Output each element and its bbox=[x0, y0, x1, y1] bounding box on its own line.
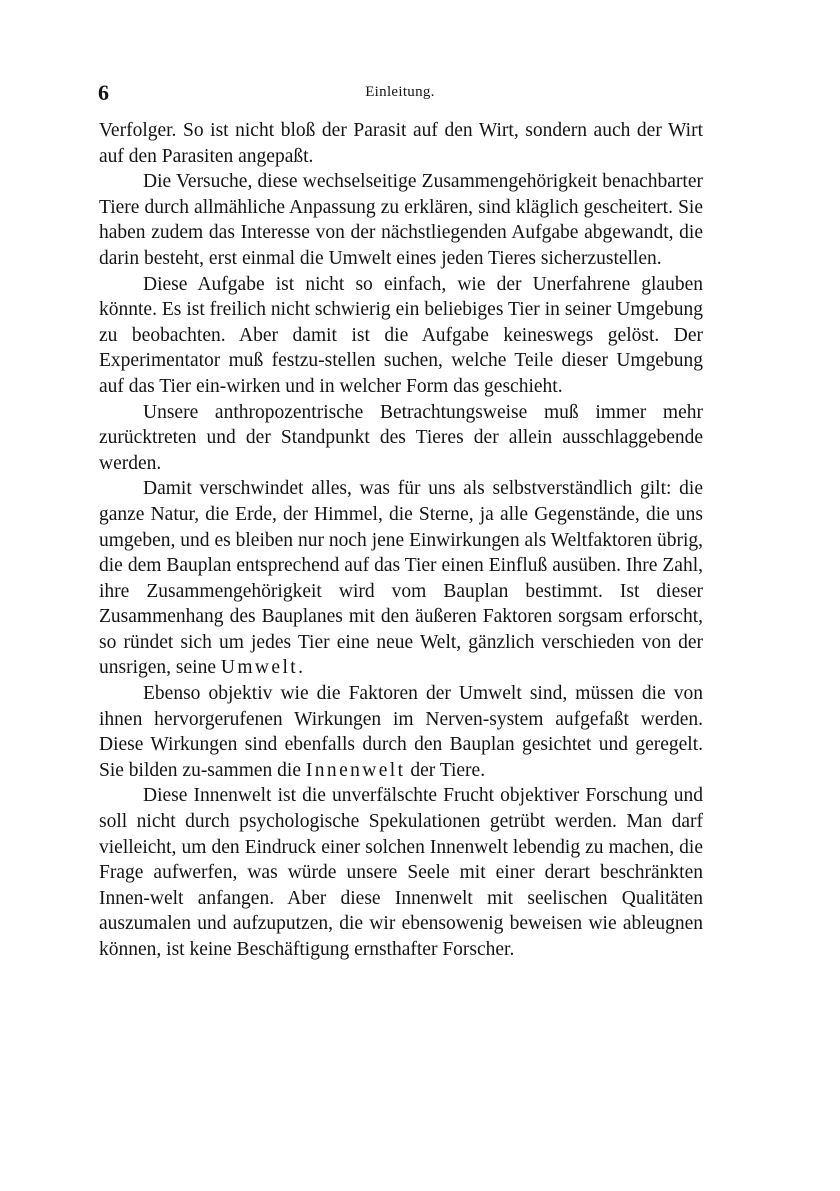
paragraph bbox=[99, 681, 703, 783]
running-head: Einleitung. bbox=[365, 84, 435, 100]
paragraph-text: Die Versuche, diese wechselseitige Zusammengehörigkeit benachbarter Tiere durch allmähliche Anpassung zu erklären, sind kläglich gescheitert. Sie haben zudem das Interesse von der nächstliegenden Aufgabe abgewandt, die darin besteht, erst einmal die Umwelt eines jeden Tieres sicherzustellen. bbox=[99, 171, 703, 269]
paragraph-text: der Tiere. bbox=[405, 759, 486, 781]
paragraph-text: Unsere anthropozentrische Betrachtungsweise muß immer mehr zurücktreten und der Standpunkt des Tieres der allein ausschlaggebende werden. bbox=[99, 401, 703, 474]
paragraph-text: Diese Innenwelt ist die unverfälschte Frucht objektiver Forschung und soll nicht durch psychologische Spekulationen getrübt werden. Man darf vielleicht, um den Eindruck einer solchen Innenwelt lebendig zu machen, die Frage aufwerfen, was würde unsere Seele mit einer derart beschränkten Innen-welt anfangen. Aber diese Innenwelt mit seelischen Qualitäten auszumalen und aufzuputzen, die wir ebensowenig beweisen wie ableugnen können, ist keine Beschäftigung ernsthafter Forscher. bbox=[99, 785, 703, 960]
body-text bbox=[99, 118, 703, 963]
paragraph bbox=[99, 783, 703, 962]
paragraph-text: Damit verschwindet alles, was für uns als selbstverständlich gilt: die ganze Natur, die Erde, der Himmel, die Sterne, ja alle Gegenstände, die uns umgeben, und es bleiben nur noch jene Einwirkungen als Weltfaktoren übrig, die dem Bauplan entsprechend auf das Tier einen Einfluß ausüben. Ihre Zahl, ihre Zusammengehörigkeit wird vom Bauplan bestimmt. Ist dieser Zusammenhang des Bauplanes mit den äußeren Faktoren sorgsam erforscht, so ründet sich um jedes Tier eine neue Welt, gänzlich verschieden von der unsrigen, seine bbox=[99, 478, 703, 679]
paragraph bbox=[99, 272, 703, 400]
page-header bbox=[98, 80, 702, 110]
paragraph bbox=[99, 476, 703, 681]
paragraph-text: . bbox=[298, 657, 303, 679]
paragraph-text: Verfolger. So ist nicht bloß der Parasit auf den Wirt, sondern auch der Wirt auf den Parasiten angepaßt. bbox=[99, 120, 703, 167]
paragraph bbox=[99, 400, 703, 477]
emphasized-term: Innenwelt bbox=[305, 759, 406, 781]
paragraph-text: Diese Aufgabe ist nicht so einfach, wie der Unerfahrene glauben könnte. Es ist freilich nicht schwierig ein beliebiges Tier in seiner Umgebung zu beobachten. Aber damit ist die Aufgabe keineswegs gelöst. Der Experimentator muß festzu-stellen suchen, welche Teile dieser Umgebung auf das Tier ein-wirken und in welcher Form das geschieht. bbox=[99, 273, 703, 397]
paragraph bbox=[99, 118, 703, 169]
paragraph bbox=[99, 169, 703, 271]
paragraph-text: Ebenso objektiv wie die Faktoren der Umwelt sind, müssen die von ihnen hervorgerufenen Wirkungen im Nerven-system aufgefaßt werden. Diese Wirkungen sind ebenfalls durch den Bauplan gesichtet und geregelt. Sie bilden zu-sammen die bbox=[99, 683, 703, 781]
page-number: 6 bbox=[98, 80, 109, 105]
emphasized-term: Umwelt bbox=[220, 657, 299, 679]
